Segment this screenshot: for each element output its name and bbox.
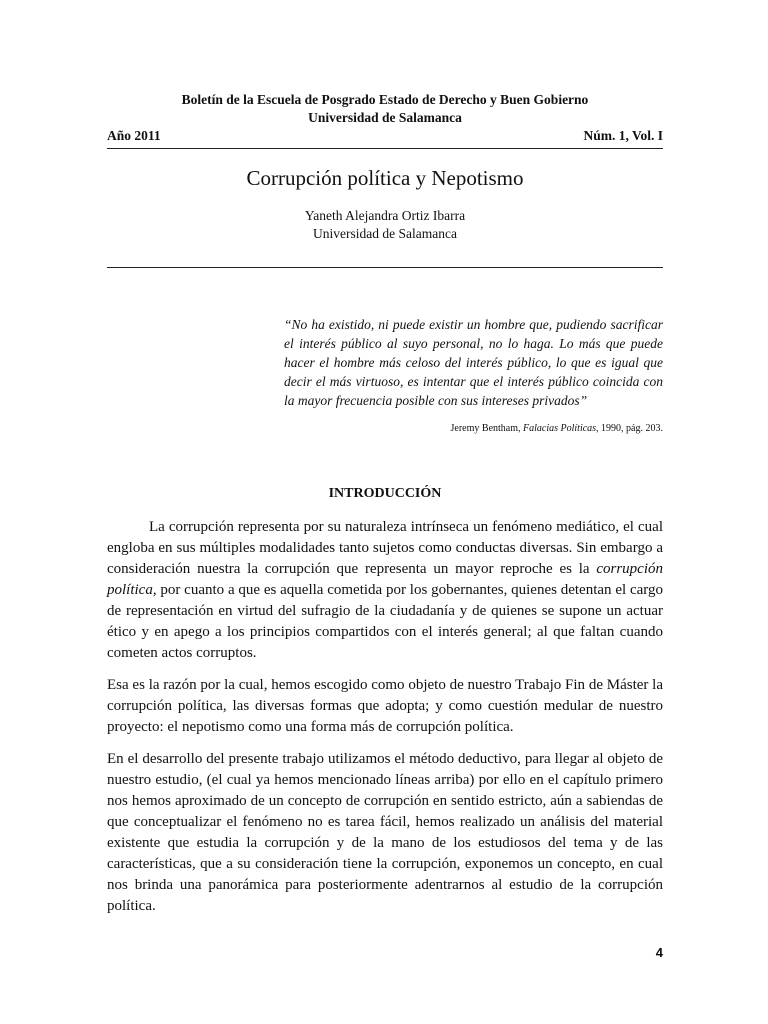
paragraph-1-part-a: La corrupción representa por su naturaleza intrínseca un fenómeno mediático, el cual engloba en sus múltiples modalidades tanto sujetos como conductas diversas. Sin embargo a consideración nuestra la corrupción que representa un mayor reproche es la	[107, 519, 663, 577]
citation-author: Jeremy Bentham,	[450, 423, 523, 434]
paragraph-3: En el desarrollo del presente trabajo utilizamos el método deductivo, para llegar al objeto de nuestro estudio, (el cual ya hemos mencionado líneas arriba) por ello en el capítulo primero nos hemos aproximado de un concepto de corrupción en sentido estricto, aún a sabiendas de que conceptualizar el fenómeno no es tarea fácil, hemos realizado un análisis del material existente que estudia la corrupción y de la mano de los estudiosos del tema y de las características, que a su consideración tiene la corrupción, exponemos un concepto, en cual nos brinda una panorámica para posteriormente adentrarnos al estudio de la corrupción política.	[107, 751, 663, 914]
citation-book: Falacias Políticas	[523, 423, 597, 434]
paragraph-1-emphasis: corrupción política	[107, 561, 663, 598]
issue-number: Núm. 1, Vol. I	[583, 128, 663, 143]
article-affiliation: Universidad de Salamanca	[313, 226, 457, 241]
header-divider	[107, 267, 663, 268]
article-title: Corrupción política y Nepotismo	[246, 166, 524, 190]
article-author: Yaneth Alejandra Ortiz Ibarra	[304, 208, 466, 223]
paragraph-1	[107, 517, 663, 664]
bulletin-title: Boletín de la Escuela de Posgrado Estado de Derecho y Buen Gobierno	[181, 92, 589, 107]
epigraph-quote: “No ha existido, ni puede existir un hombre que, pudiendo sacrificar el interés público al suyo personal, no lo haga. Lo más que puede hacer el hombre más celoso del interés público, lo que es igual que decir el más virtuoso, es intentar que el interés público coincida con la mayor frecuencia posible con sus intereses privados”	[284, 317, 663, 408]
issue-meta-row	[107, 127, 663, 149]
section-heading: INTRODUCCIÓN	[328, 486, 442, 501]
citation-details: , 1990, pág. 203.	[596, 423, 663, 434]
epigraph-citation	[107, 422, 663, 436]
paragraph-2: Esa es la razón por la cual, hemos escogido como objeto de nuestro Trabajo Fin de Máster la corrupción política, las diversas formas que adopta; y como cuestión medular de nuestro proyecto: el nepotismo como una forma más de corrupción política.	[107, 677, 663, 735]
issue-year: Año 2011	[107, 128, 161, 143]
bulletin-institution: Universidad de Salamanca	[308, 110, 462, 125]
document-page	[107, 0, 663, 1024]
paragraph-1-part-b: , por cuanto a que es aquella cometida por los gobernantes, quienes detentan el cargo de representación en virtud del sufragio de la ciudadanía y de quienes se supone un actuar ético y en apego a los principios compartidos con el interés general; al que faltan cuando cometen actos corruptos.	[107, 582, 663, 661]
page-number: 4	[655, 945, 663, 960]
